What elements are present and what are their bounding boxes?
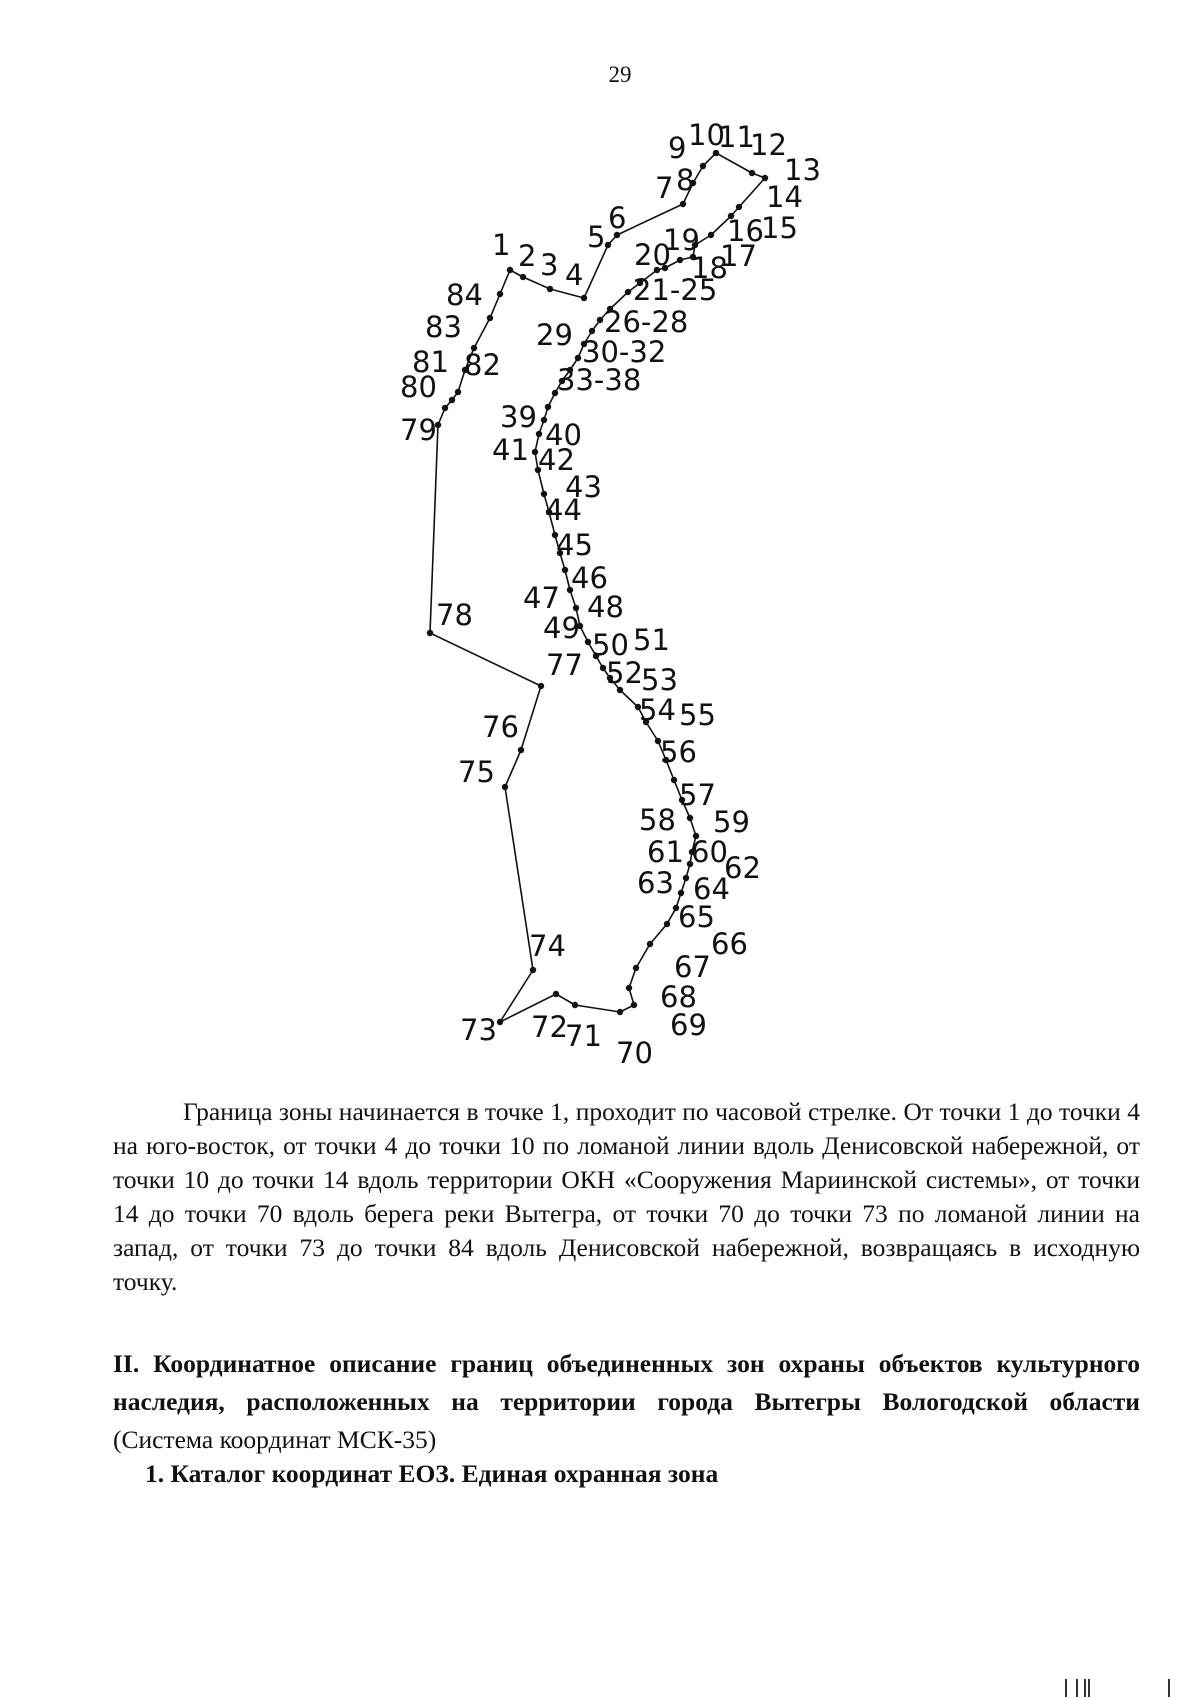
scan-mark [1065, 1679, 1067, 1697]
point-label: 14 [766, 180, 803, 214]
point-label: 51 [633, 623, 670, 657]
point-label: 39 [500, 400, 537, 434]
point-label: 55 [679, 698, 716, 732]
point-label: 17 [720, 239, 757, 273]
scan-mark [1168, 1679, 1170, 1697]
point-label: 60 [691, 835, 728, 869]
point-label: 41 [492, 433, 529, 467]
point-label: 57 [679, 778, 716, 812]
point-label: 48 [587, 590, 624, 624]
point-label: 78 [436, 598, 473, 632]
point-label: 62 [724, 851, 761, 885]
point-label: 47 [523, 581, 560, 615]
boundary-point [545, 404, 551, 410]
boundary-point [749, 170, 755, 176]
point-label: 53 [641, 663, 678, 697]
scan-mark [1088, 1679, 1090, 1697]
point-label: 30-32 [582, 335, 667, 369]
boundary-point [442, 405, 448, 411]
point-label: 19 [663, 223, 700, 257]
point-label: 74 [529, 929, 566, 963]
boundary-point [597, 317, 603, 323]
point-label: 2 [518, 239, 537, 273]
point-label: 83 [425, 310, 462, 344]
point-label: 1 [492, 228, 511, 262]
boundary-point [449, 397, 455, 403]
boundary-point [633, 965, 639, 971]
point-label: 29 [536, 318, 573, 352]
point-label: 84 [446, 278, 483, 312]
point-label: 20 [634, 238, 671, 272]
point-label: 5 [587, 220, 606, 254]
boundary-point [575, 355, 581, 361]
boundary-point [708, 232, 714, 238]
boundary-point [455, 389, 461, 395]
point-label: 63 [637, 866, 674, 900]
point-label: 45 [556, 528, 593, 562]
boundary-point [687, 815, 693, 821]
point-label: 79 [400, 413, 437, 447]
boundary-point [497, 1019, 503, 1025]
point-label: 66 [711, 927, 748, 961]
point-label: 65 [678, 900, 715, 934]
page-number: 29 [608, 62, 632, 87]
point-label: 13 [784, 153, 821, 187]
scan-mark [1084, 1679, 1086, 1697]
boundary-point [427, 630, 433, 636]
boundary-point [617, 1009, 623, 1015]
point-label: 42 [538, 443, 575, 477]
point-label: 67 [674, 950, 711, 984]
boundary-point [520, 274, 526, 280]
point-label: 21-25 [633, 273, 718, 307]
boundary-point [680, 201, 686, 207]
point-label: 40 [545, 418, 582, 452]
boundary-point [700, 163, 706, 169]
point-label: 26-28 [604, 305, 689, 339]
point-label: 50 [592, 628, 629, 662]
point-label: 59 [713, 805, 750, 839]
point-label: 56 [660, 735, 697, 769]
point-label: 11 [718, 120, 755, 154]
description-paragraph: Граница зоны начинается в точке 1, проходит по часовой стрелке. От точки 1 до точки 4 на юго-восток, от точки 4 до точки 10 по ломаной линии вдоль Денисовской набережной, от точки 10 до точки 14 вдоль территории ОКН «Сооружения Мариинской системы», от точки 14 до точки 70 вдоль берега реки Вытегра, от точки 70 до точки 73 по ломаной линии на запад, от точки 73 до точки 84 вдоль Денисовской набережной, возвращаясь в исходную точку. [113, 1097, 1140, 1296]
point-label: 70 [616, 1036, 653, 1070]
point-label: 71 [565, 1019, 602, 1053]
point-label: 43 [565, 470, 602, 504]
boundary-point [538, 683, 544, 689]
point-label: 54 [639, 693, 676, 727]
point-label: 82 [464, 348, 501, 382]
point-label: 15 [761, 211, 798, 245]
point-label: 77 [546, 648, 583, 682]
point-label: 52 [606, 656, 643, 690]
point-label: 4 [565, 258, 584, 292]
section-heading [113, 1345, 1140, 1459]
point-label: 58 [639, 803, 676, 837]
section-heading-bold: II. Координатное описание границ объединенных зон охраны объектов культурного наследия, расположенных на территории города Вытегры Вологодской области [113, 1349, 1140, 1416]
point-label: 7 [655, 171, 674, 205]
point-label: 12 [750, 128, 787, 162]
boundary-labels [400, 118, 821, 1070]
point-label: 73 [460, 1013, 497, 1047]
point-label: 6 [608, 201, 627, 235]
point-label: 10 [688, 118, 725, 152]
point-label: 33-38 [557, 363, 642, 397]
point-label: 46 [571, 561, 608, 595]
boundary-point [683, 875, 689, 881]
point-label: 76 [482, 710, 519, 744]
boundary-point [581, 295, 587, 301]
boundary-point [585, 639, 591, 645]
boundary-point [507, 267, 513, 273]
boundary-point [647, 941, 653, 947]
boundary-point [562, 567, 568, 573]
point-label: 61 [647, 835, 684, 869]
point-label: 3 [540, 248, 559, 282]
boundary-point [502, 784, 508, 790]
catalog-subheading: 1. Каталог координат ЕОЗ. Единая охранная зона [145, 1459, 719, 1488]
point-label: 16 [727, 214, 764, 248]
boundary-point [677, 257, 683, 263]
boundary-point [671, 777, 677, 783]
point-label: 9 [668, 131, 687, 165]
boundary-point [625, 289, 631, 295]
boundary-point [572, 1002, 578, 1008]
boundary-point [553, 991, 559, 997]
scan-mark [1076, 1679, 1078, 1697]
point-label: 18 [691, 251, 728, 285]
boundary-point [518, 747, 524, 753]
point-label: 64 [693, 872, 730, 906]
point-label: 49 [543, 611, 580, 645]
point-label: 81 [412, 345, 449, 379]
point-label: 44 [545, 493, 582, 527]
section-heading-note: (Система координат МСК-35) [113, 1425, 437, 1454]
boundary-point [631, 1002, 637, 1008]
boundary-point [678, 890, 684, 896]
boundary-point [589, 328, 595, 334]
boundary-point [626, 985, 632, 991]
point-label: 75 [458, 755, 495, 789]
point-label: 8 [676, 163, 695, 197]
boundary-point [736, 204, 742, 210]
point-label: 69 [670, 1008, 707, 1042]
point-label: 80 [400, 370, 437, 404]
boundary-point [530, 967, 536, 973]
boundary-point [547, 286, 553, 292]
boundary-point [605, 242, 611, 248]
boundary-point [664, 921, 670, 927]
boundary-point [487, 315, 493, 321]
boundary-point [497, 291, 503, 297]
point-label: 68 [660, 980, 697, 1014]
point-label: 72 [531, 1010, 568, 1044]
